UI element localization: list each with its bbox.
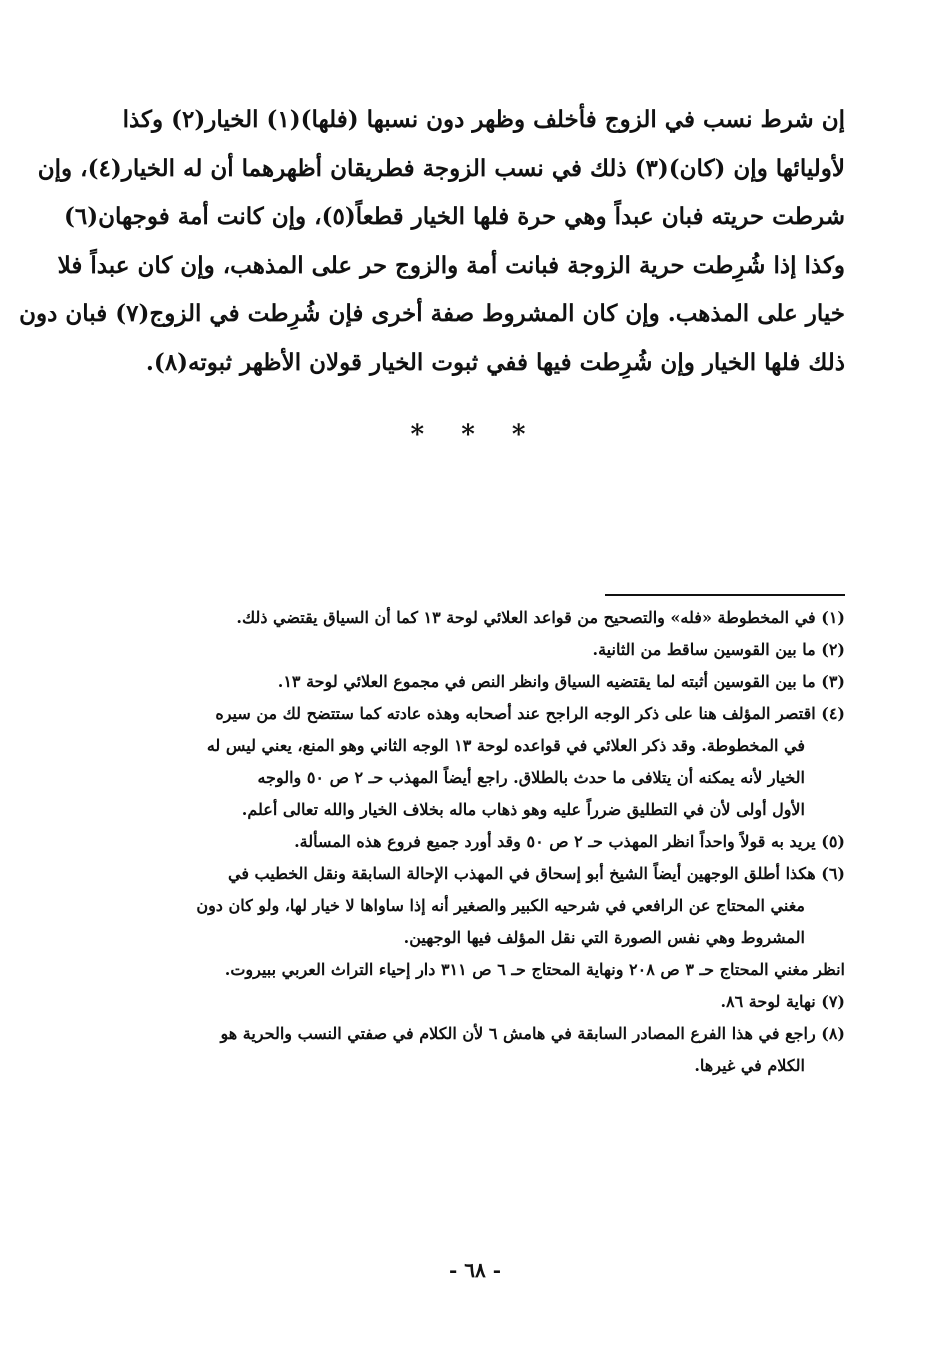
footnote-line: الخيار لأنه يمكنه أن يتلافى ما حدث بالطلاق. راجع أيضاً المهذب حـ ٢ ص ٥٠ والوجه	[257, 768, 805, 787]
footnotes-section	[105, 602, 845, 1082]
footnote-6-reference	[105, 954, 845, 986]
footnote-line: (٥) يريد به قولاً واحداً انظر المهذب حـ ٢ ص ٥٠ وقد أورد جميع فروع هذه المسألة.	[294, 832, 845, 851]
footnote-line: في المخطوطة. وقد ذكر العلائي في قواعده لوحة ١٣ الوجه الثاني وهو المنع، يعني ليس له	[206, 736, 805, 755]
footnote-line: الأول أولى لأن في التطليق ضرراً عليه وهو ذهاب ماله بخلاف الخيار والله تعالى أعلم.	[241, 800, 805, 819]
footnote-line: (٨) راجع في هذا الفرع المصادر السابقة في هامش ٦ لأن الكلام في صفتي النسب والحرية هو	[220, 1024, 845, 1043]
footnote-line: (٦) هكذا أطلق الوجهين أيضاً الشيخ أبو إسحاق في المهذب الإحالة السابقة ونقل الخطيب في	[227, 864, 845, 883]
footnote-5	[105, 826, 845, 858]
footnote-2	[105, 634, 845, 666]
footnote-line: المشروط وهي نفس الصورة التي نقل المؤلف فيها الوجهين.	[403, 928, 805, 947]
footnote-3	[105, 666, 845, 698]
footnote-line: انظر مغني المحتاج حـ ٣ ص ٢٠٨ ونهاية المحتاج حـ ٦ ص ٣١١ دار إحياء التراث العربي ببيروت.	[224, 960, 845, 979]
main-text-line: خيار على المذهب. وإن كان المشروط صفة أخرى فإن شُرِطت في الزوج(٧) فبان دون	[19, 300, 845, 327]
footnote-1	[105, 602, 845, 634]
footnote-8	[105, 1018, 845, 1082]
footnote-7	[105, 986, 845, 1018]
main-text-line: لأوليائها وإن (كان)(٣) ذلك في نسب الزوجة فطريقان أظهرهما أن له الخيار(٤)، وإن	[37, 154, 845, 182]
footnote-4	[105, 698, 845, 826]
footnote-line: الكلام في غيرها.	[694, 1056, 805, 1075]
main-text-line: شرطت حريته فبان عبداً وهي حرة فلها الخيار قطعاً(٥)، وإن كانت أمة فوجهان(٦)	[64, 203, 845, 230]
footnote-6	[105, 858, 845, 954]
main-text-line: إن شرط نسب في الزوج فأخلف وظهر دون نسبها (فلها)(١) الخيار(٢) وكذا	[122, 106, 845, 133]
footnote-line: (٣) ما بين القوسين أثبته لما يقتضيه السياق وانظر النص في مجموع العلائي لوحة ١٣.	[277, 672, 845, 691]
section-separator: * * *	[410, 420, 540, 450]
main-paragraph	[19, 96, 845, 387]
footnote-line: (٧) نهاية لوحة ٨٦.	[720, 992, 845, 1011]
footnote-line: (٢) ما بين القوسين ساقط من الثانية.	[592, 640, 845, 659]
page-number: - ٦٨ -	[448, 1258, 501, 1282]
footnote-line: مغني المحتاج عن الرافعي في شرحيه الكبير والصغير أنه إذا ساواها لا خيار لها، ولو كان دون	[196, 896, 805, 915]
footnote-line: (١) في المخطوطة «فله» والتصحيح من قواعد العلائي لوحة ١٣ كما أن السياق يقتضي ذلك.	[236, 608, 845, 627]
footnote-divider	[605, 594, 845, 596]
main-text-line: ذلك فلها الخيار وإن شُرِطت فيها ففي ثبوت الخيار قولان الأظهر ثبوته(٨).	[145, 348, 845, 376]
footnote-line: (٤) اقتصر المؤلف هنا على ذكر الوجه الراجح عند أصحابه وهذه عادته كما ستتضح لك من سيره	[215, 704, 845, 723]
main-text-line: وكذا إذا شُرِطت حرية الزوجة فبانت أمة والزوج حر على المذهب، وإن كان عبداً فلا	[57, 251, 845, 279]
